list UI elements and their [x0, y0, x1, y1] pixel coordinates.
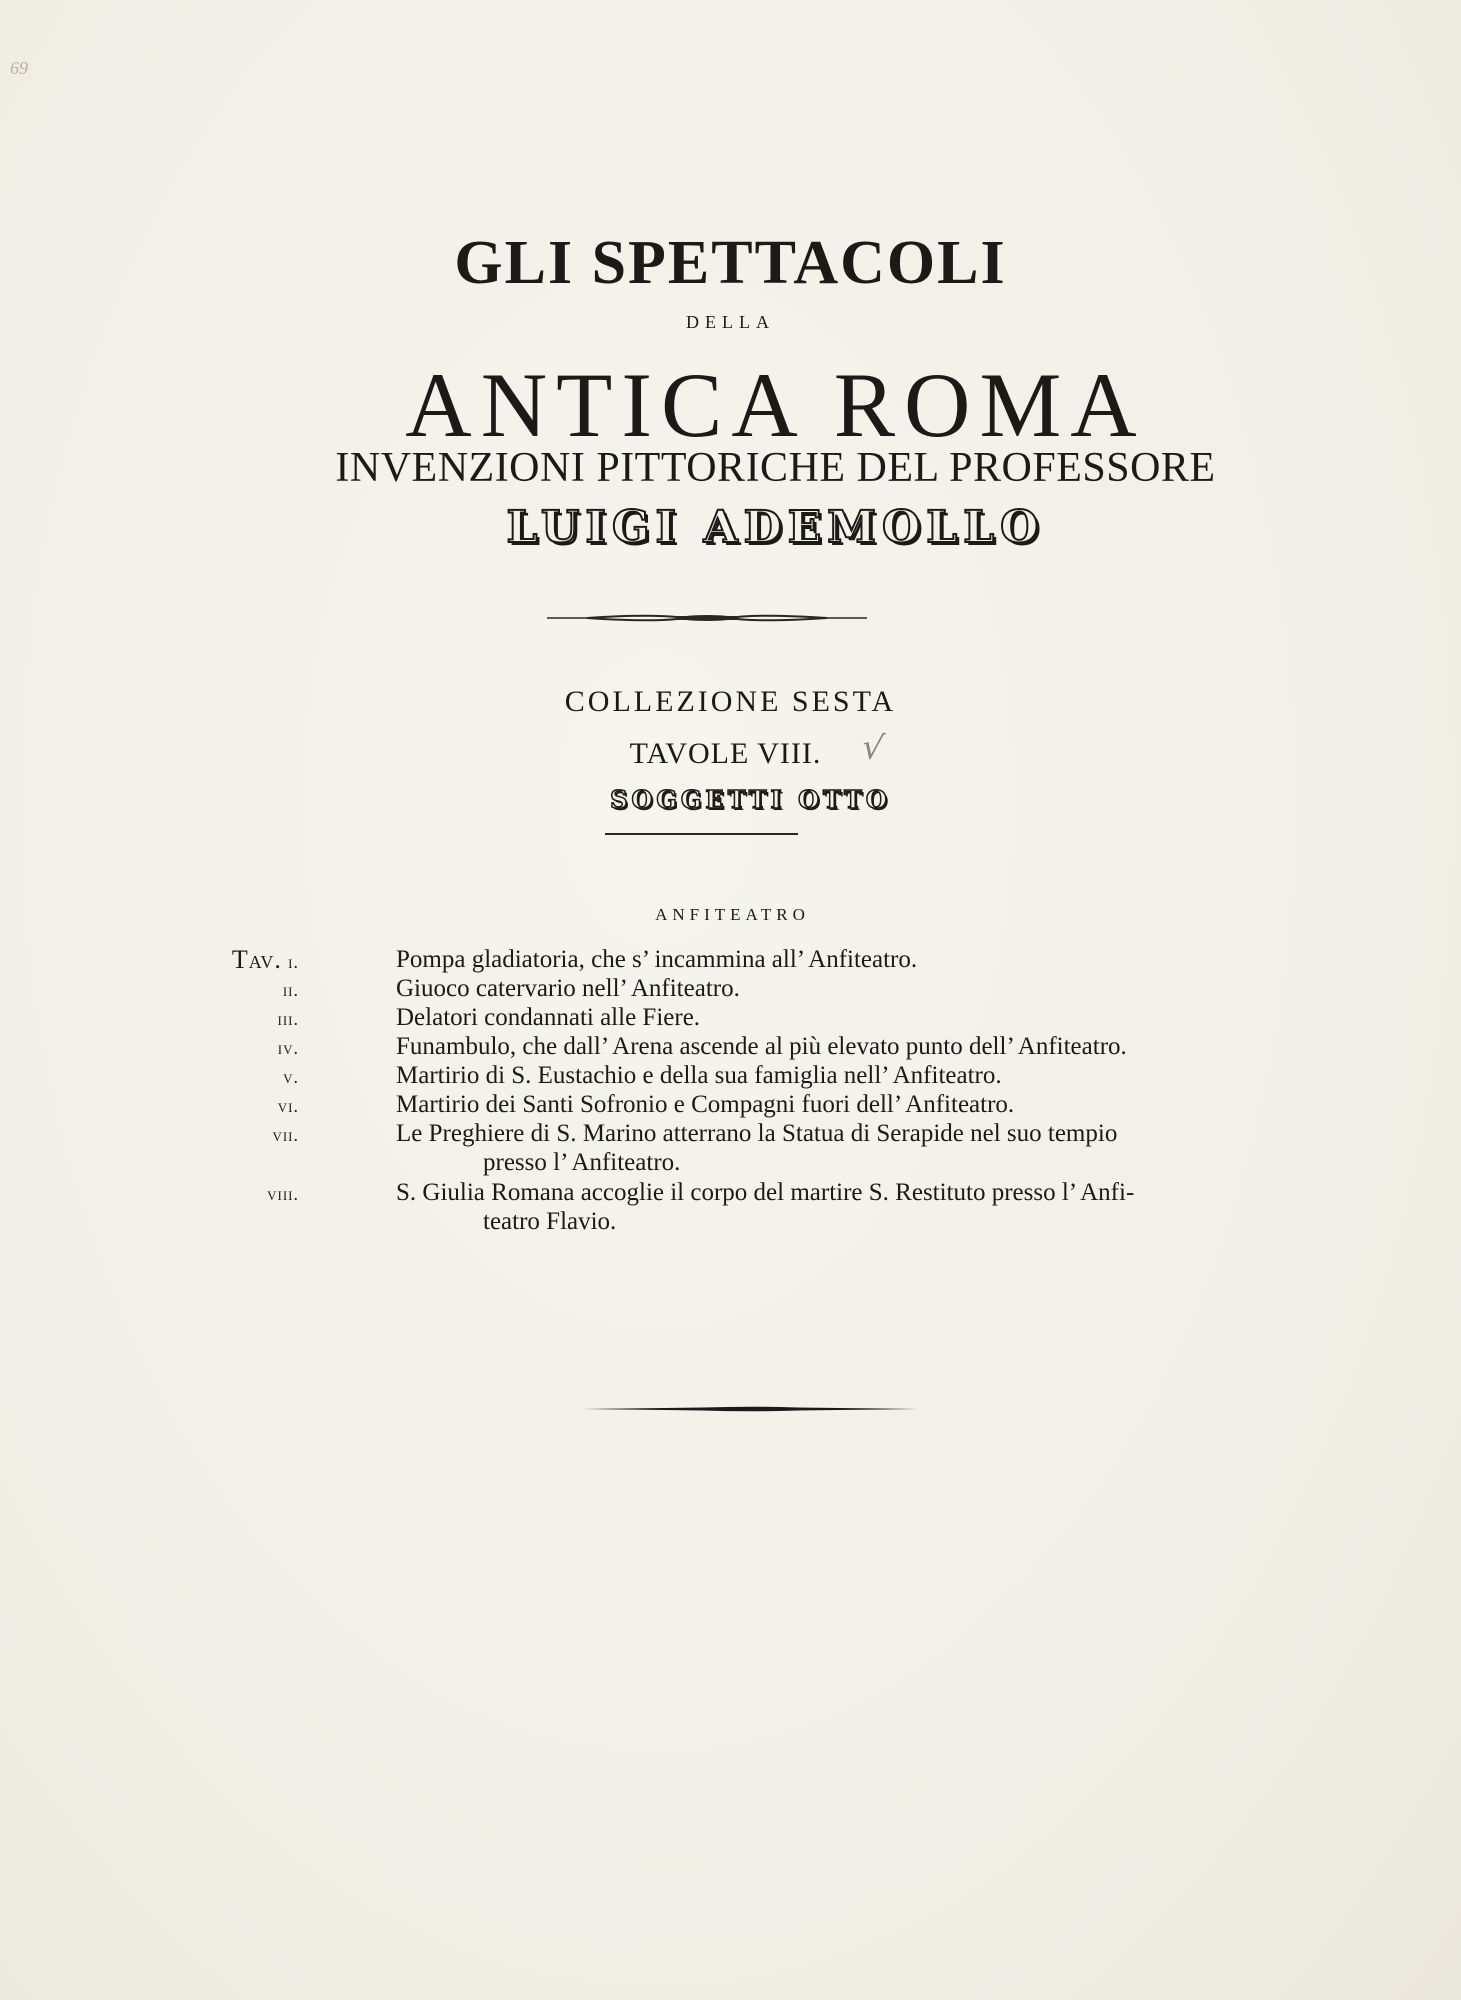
plate-description: Delatori condannati alle Fiere. — [396, 1004, 701, 1031]
section-heading: ANFITEATRO — [655, 905, 810, 924]
collection-name: COLLEZIONE SESTA — [564, 685, 897, 718]
short-rule — [605, 833, 798, 835]
list-item — [277, 1090, 1300, 1119]
list-item — [277, 1003, 1300, 1032]
collection-plates: TAVOLE VIII. — [629, 737, 822, 770]
plate-description: Martirio di S. Eustachio e della sua famiglia nell’ Anfiteatro. — [396, 1062, 1002, 1089]
list-item — [277, 1032, 1300, 1061]
plate-number: iv. — [277, 1038, 299, 1058]
title-line-2: DELLA — [686, 312, 775, 332]
check-mark: √ — [859, 726, 887, 770]
list-item — [283, 1061, 1300, 1090]
plate-number: ii. — [282, 980, 299, 1000]
list-item-continuation — [300, 1207, 1300, 1237]
plate-description: Martirio dei Santi Sofronio e Compagni fuori dell’ Anfiteatro. — [396, 1091, 1015, 1118]
plate-description: Funambulo, che dall’ Arena ascende al più elevato punto dell’ Anfiteatro. — [396, 1033, 1127, 1060]
corner-pencil-note: 69 — [10, 58, 28, 78]
ornamental-divider — [547, 608, 867, 628]
title-main: ANTICA ROMA — [405, 354, 1146, 456]
plates-list — [231, 945, 1300, 1237]
plate-description: S. Giulia Romana accoglie il corpo del martire S. Restituto presso l’ Anfi- — [396, 1179, 1135, 1206]
plate-description-continued: presso l’ Anfiteatro. — [483, 1149, 681, 1176]
list-item — [282, 974, 1300, 1003]
list-item — [272, 1119, 1300, 1148]
list-item — [267, 1178, 1300, 1207]
title-subtitle: INVENZIONI PITTORICHE DEL PROFESSORE — [335, 445, 1216, 491]
list-item-continuation — [300, 1148, 1300, 1178]
plate-number: vi. — [277, 1096, 299, 1116]
plate-description: Pompa gladiatoria, che s’ incammina all’ Anfiteatro. — [396, 946, 918, 973]
plate-description-continued: teatro Flavio. — [483, 1208, 617, 1235]
plate-number: v. — [283, 1067, 299, 1087]
plate-description: Giuoco catervario nell’ Anfiteatro. — [396, 975, 740, 1002]
collection-subjects: SOGGETTI OTTO — [610, 785, 891, 814]
title-line-1: GLI SPETTACOLI — [454, 229, 1007, 297]
list-item — [231, 945, 1300, 974]
plate-description: Le Preghiere di S. Marino atterrano la Statua di Serapide nel suo tempio — [396, 1120, 1118, 1147]
plate-number: vii. — [272, 1125, 299, 1145]
bottom-tapered-rule — [583, 1404, 918, 1414]
plate-number: Tav. i. — [231, 945, 299, 974]
plate-number: iii. — [277, 1009, 299, 1029]
plate-number: viii. — [267, 1184, 299, 1204]
author-name: LUIGI ADEMOLLO — [506, 502, 1045, 553]
